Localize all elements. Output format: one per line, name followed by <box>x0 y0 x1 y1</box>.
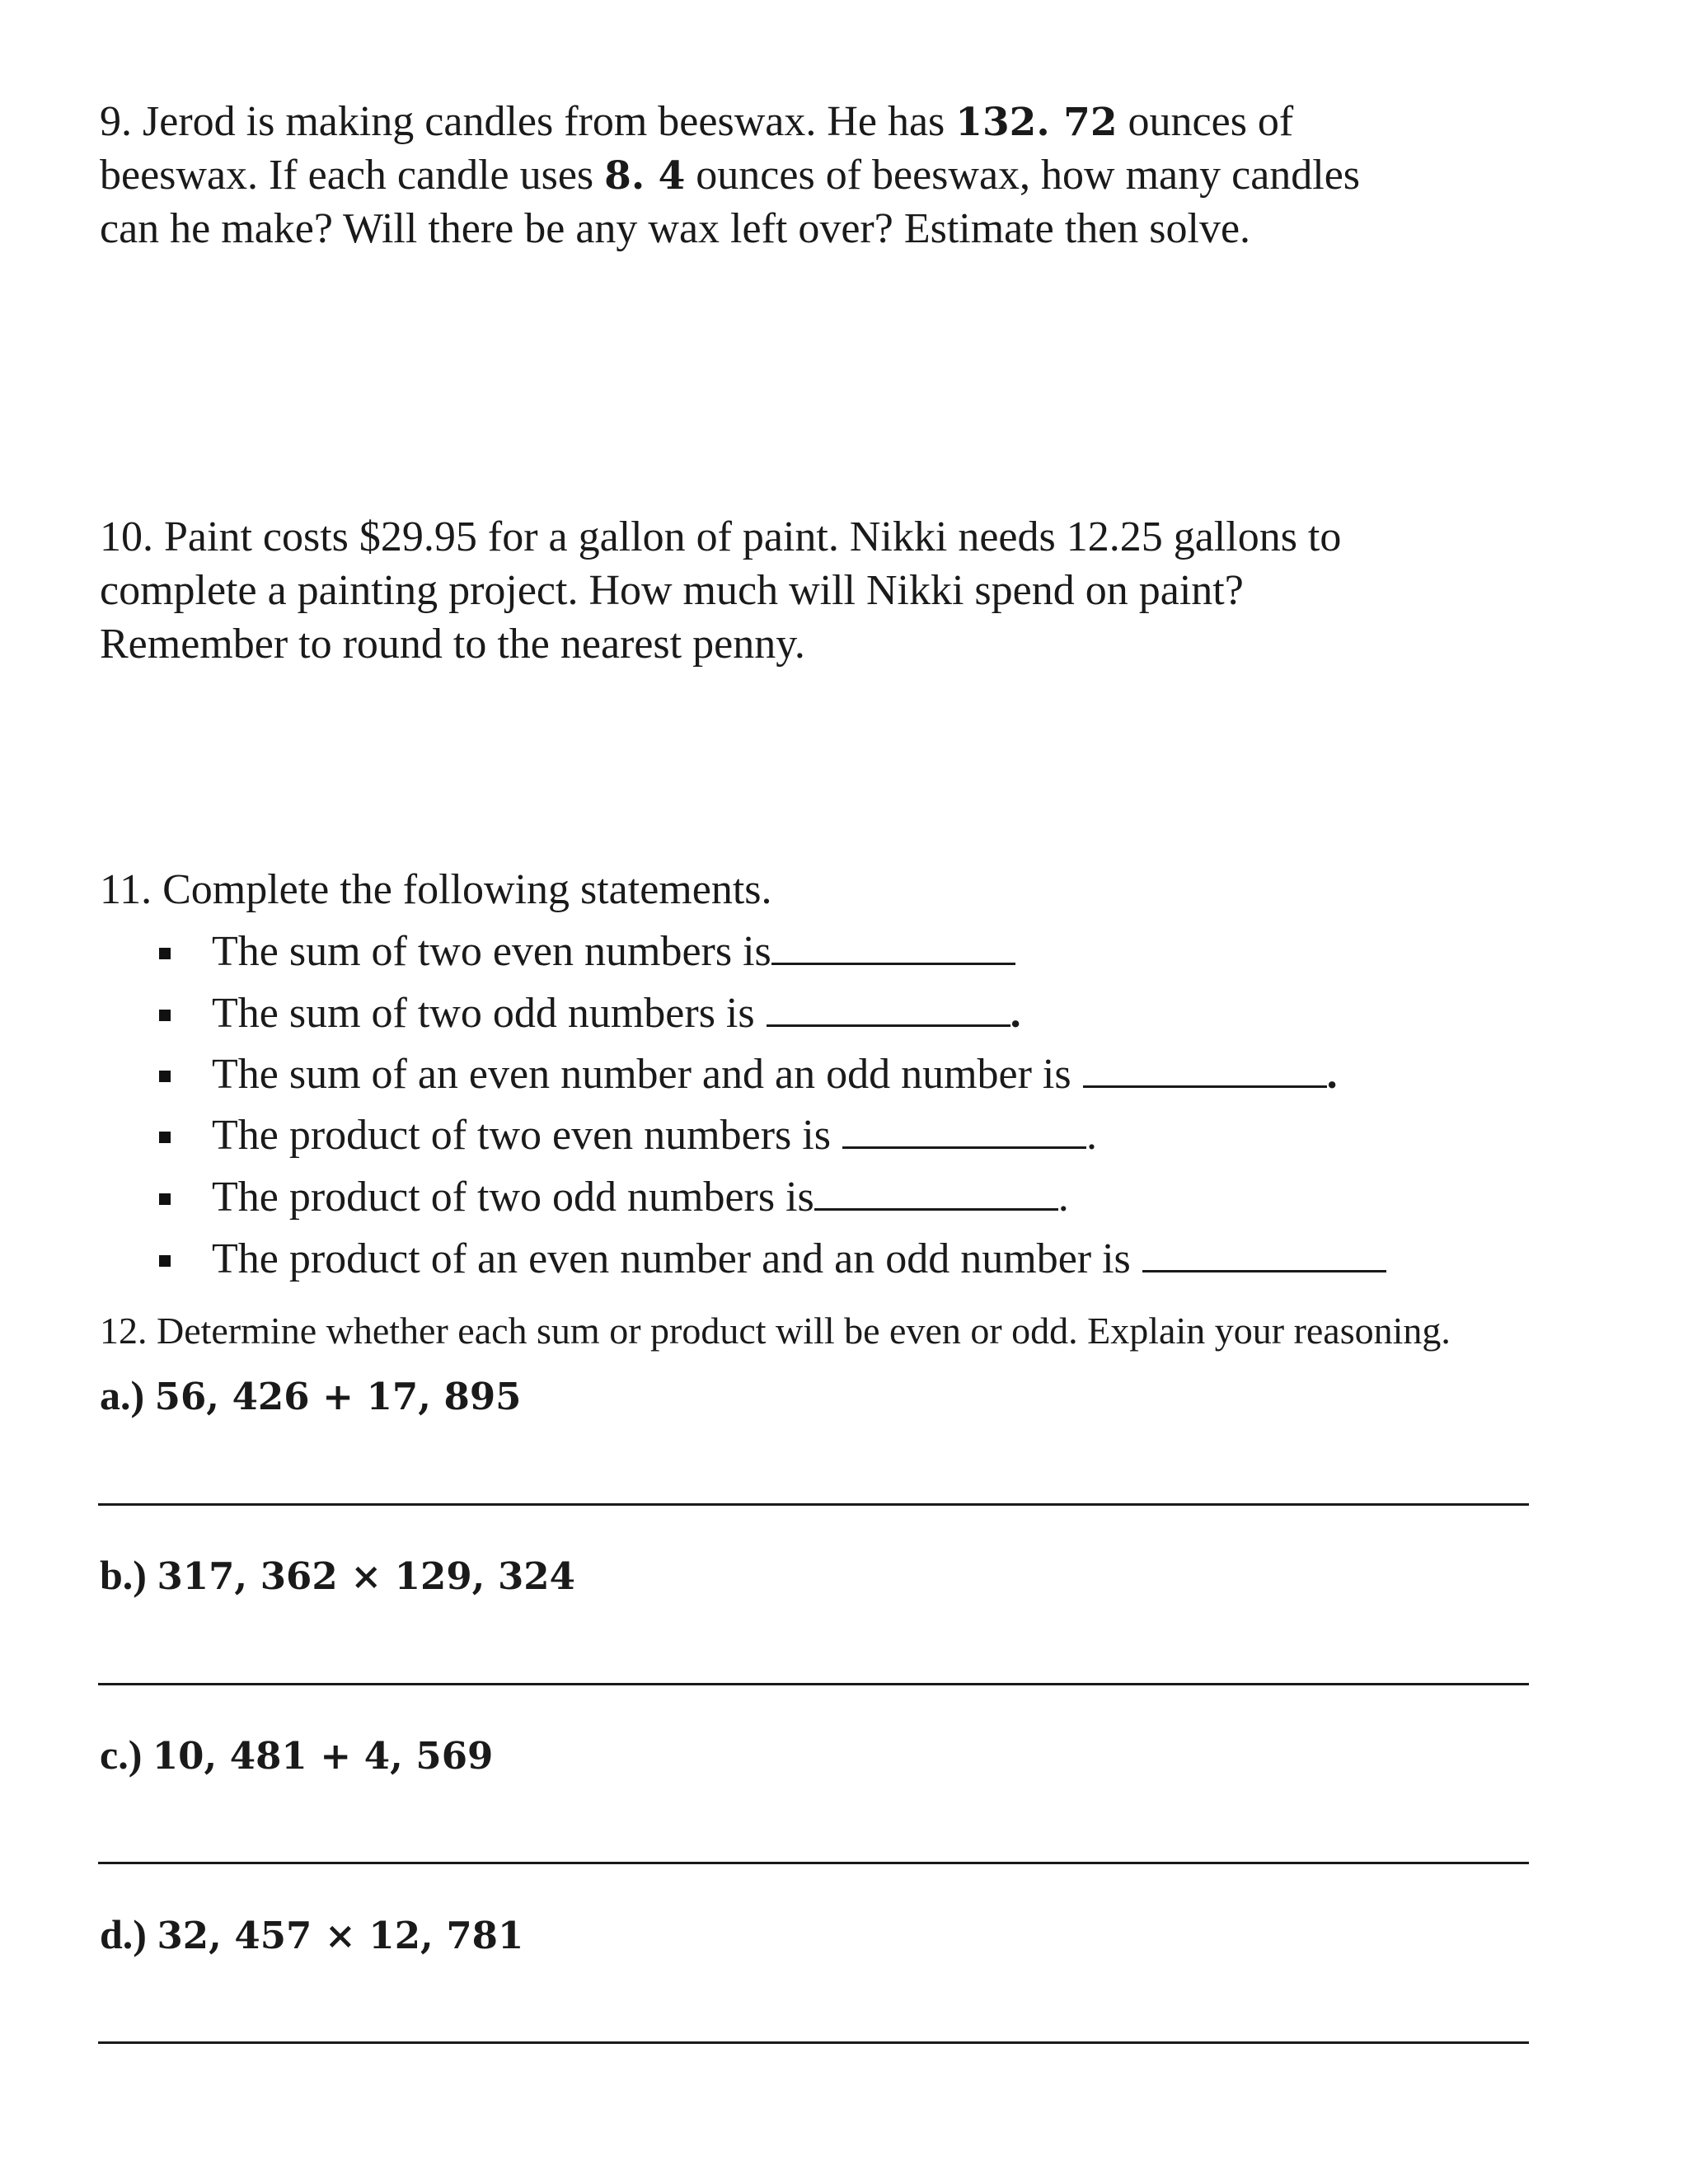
bullet-icon <box>159 1010 171 1021</box>
q9-line-1 <box>100 97 1293 146</box>
q9-line-2 <box>100 151 1360 199</box>
q12-part-label: d.) <box>100 1911 147 1957</box>
q11-statement-end: . <box>1326 1051 1338 1098</box>
bullet-icon <box>159 1132 171 1143</box>
q12-part-label: a.) <box>100 1372 145 1418</box>
q12-part-d <box>100 1910 523 1958</box>
q10-line-3: Remember to round to the nearest penny. <box>100 621 805 668</box>
q11-statement-5 <box>212 1172 1069 1221</box>
bullet-icon <box>159 1193 171 1205</box>
q12-part-a <box>100 1371 521 1419</box>
q9-line1-end: ounces of <box>1117 98 1294 145</box>
answer-line[interactable] <box>98 2041 1529 2044</box>
q11-statement-text: The product of an even number and an odd number is <box>212 1235 1131 1282</box>
q11-statement-text: The product of two even numbers is <box>212 1112 831 1159</box>
q11-statement-end: . <box>1057 1174 1069 1221</box>
answer-line[interactable] <box>98 1503 1529 1506</box>
answer-blank[interactable] <box>842 1110 1086 1149</box>
answer-line[interactable] <box>98 1683 1529 1685</box>
bullet-icon <box>159 1255 171 1267</box>
q9-line-3: can he make? Will there be any wax left over? Estimate then solve. <box>100 205 1251 252</box>
q9-line1-text: 9. Jerod is making candles from beeswax. He has <box>100 98 956 145</box>
answer-line[interactable] <box>98 1862 1529 1864</box>
q11-statement-text: The product of two odd numbers is <box>212 1174 814 1221</box>
q11-statement-2 <box>212 988 1021 1038</box>
q11-statement-3 <box>212 1049 1338 1099</box>
q12-part-label: b.) <box>100 1552 147 1598</box>
q11-statement-text: The sum of two even numbers is <box>212 928 771 975</box>
q12-part-c <box>100 1731 493 1779</box>
q10-line-1: 10. Paint costs $29.95 for a gallon of paint. Nikki needs 12.25 gallons to <box>100 513 1342 560</box>
q11-statement-end: . <box>1085 1112 1097 1159</box>
q11-statement-6 <box>212 1234 1386 1283</box>
q11-heading: 11. Complete the following statements. <box>100 866 772 913</box>
q11-statement-text: The sum of an even number and an odd number is <box>212 1051 1071 1098</box>
q9-line2-end: ounces of beeswax, how many candles <box>685 152 1361 199</box>
q9-line2-text: beeswax. If each candle uses <box>100 152 605 199</box>
q9-wax-per-candle: 8. 4 <box>604 153 686 199</box>
q12-heading: 12. Determine whether each sum or product will be even or odd. Explain your reasoning. <box>100 1310 1451 1352</box>
answer-blank[interactable] <box>1142 1234 1386 1272</box>
answer-blank[interactable] <box>771 926 1015 965</box>
bullet-icon <box>159 1071 171 1082</box>
answer-blank[interactable] <box>814 1172 1058 1211</box>
q11-statement-1 <box>212 926 1015 976</box>
bullet-icon <box>159 948 171 959</box>
q11-statement-end: . <box>1010 990 1021 1037</box>
q12-part-expression: 56, 426 + 17, 895 <box>154 1375 522 1418</box>
q10-line-2: complete a painting project. How much will Nikki spend on paint? <box>100 567 1244 614</box>
answer-blank[interactable] <box>767 988 1010 1027</box>
q12-part-expression: 32, 457 × 12, 781 <box>157 1914 524 1957</box>
q12-part-b <box>100 1551 575 1599</box>
q9-wax-total: 132. 72 <box>955 100 1118 145</box>
q12-part-expression: 10, 481 + 4, 569 <box>152 1734 494 1778</box>
answer-blank[interactable] <box>1083 1049 1327 1088</box>
q12-part-label: c.) <box>100 1732 143 1778</box>
q11-statement-text: The sum of two odd numbers is <box>212 990 755 1037</box>
q12-part-expression: 317, 362 × 129, 324 <box>157 1554 575 1598</box>
q11-statement-4 <box>212 1110 1097 1160</box>
